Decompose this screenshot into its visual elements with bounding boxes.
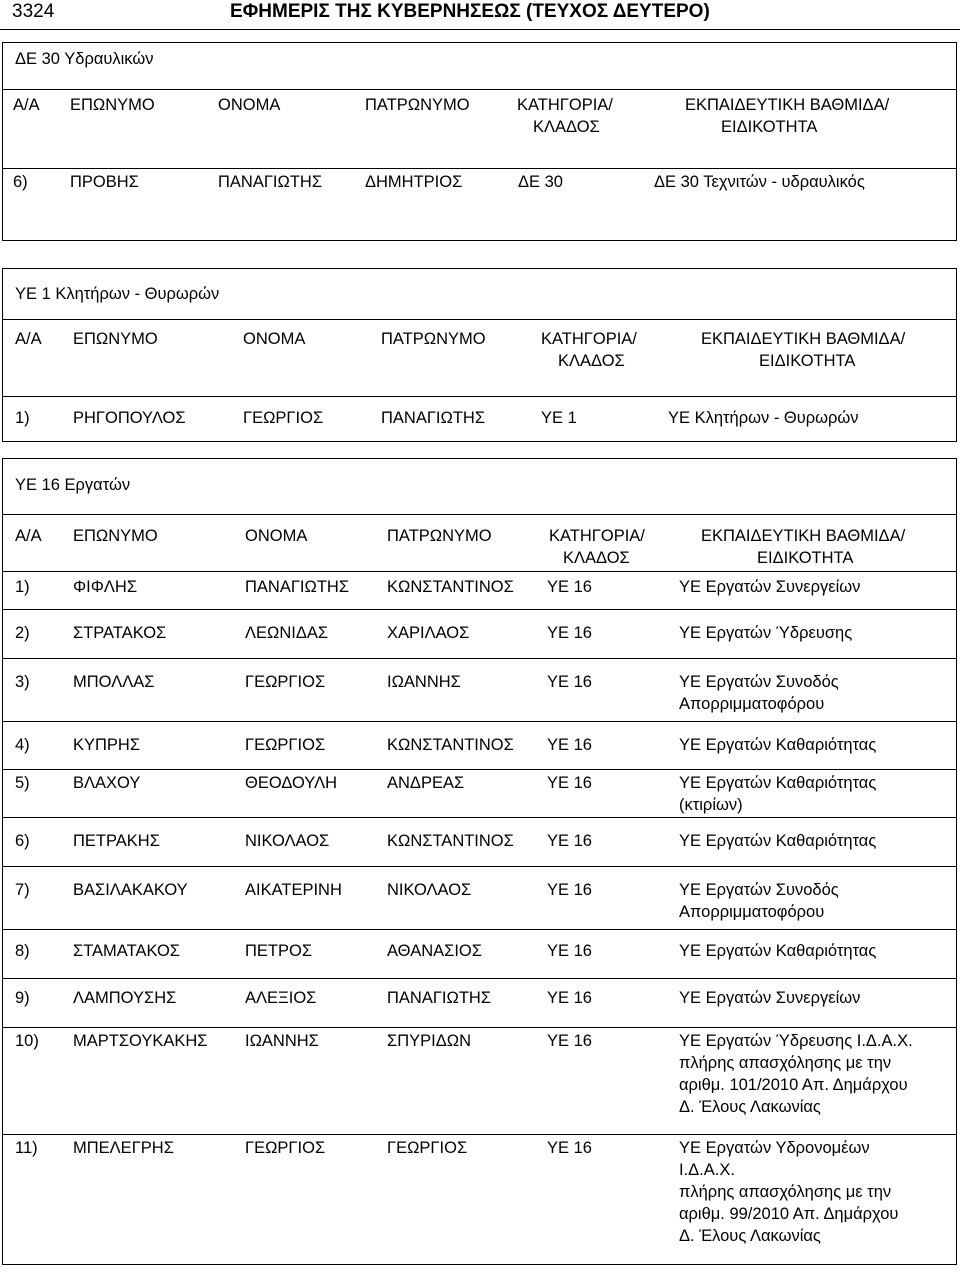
column-header-row	[3, 90, 957, 169]
row-category: ΥΕ 16	[547, 1032, 592, 1050]
ye16-rows	[3, 572, 957, 1265]
row-name: ΑΙΚΑΤΕΡΙΝΗ	[245, 881, 342, 899]
col-education: ΕΚΠΑΙΔΕΥΤΙΚΗ ΒΑΘΜΙΔΑ/	[701, 330, 906, 348]
row-father: ΣΠΥΡΙΔΩΝ	[387, 1032, 471, 1050]
col-category: ΚΑΤΗΓΟΡΙΑ/	[549, 527, 645, 545]
row-specialty-line: πλήρης απασχόλησης με την	[679, 1183, 892, 1201]
row-father: ΙΩΑΝΝΗΣ	[387, 673, 461, 691]
row-name: ΠΕΤΡΟΣ	[245, 942, 313, 960]
row-surname: ΚΥΠΡΗΣ	[73, 736, 141, 754]
row-category: ΥΕ 1	[541, 409, 577, 427]
row-category: ΥΕ 16	[547, 774, 592, 792]
row-father: ΚΩΝΣΤΑΝΤΙΝΟΣ	[387, 832, 514, 850]
row-specialty: ΥΕ Εργατών Καθαριότητας	[679, 774, 877, 792]
row-specialty: ΥΕ Εργατών Συνοδός	[679, 881, 839, 899]
row-father: ΚΩΝΣΤΑΝΤΙΝΟΣ	[387, 578, 514, 596]
row-specialty: ΥΕ Εργατών Συνοδός	[679, 673, 839, 691]
col-education-l2: ΕΙΔΙΚΟΤΗΤΑ	[759, 352, 856, 370]
row-surname: ΠΡΟΒΗΣ	[70, 173, 139, 191]
section-title: ΥΕ 1 Κλητήρων - Θυρωρών	[15, 285, 220, 303]
row-aa: 6)	[15, 832, 30, 850]
row-specialty: ΥΕ Εργατών Καθαριότητας	[679, 942, 877, 960]
section-title: ΔΕ 30 Υδραυλικών	[15, 50, 154, 68]
col-category-l2: ΚΛΑΔΟΣ	[563, 549, 630, 567]
row-aa: 2)	[15, 624, 30, 642]
col-education: ΕΚΠΑΙΔΕΥΤΙΚΗ ΒΑΘΜΙΔΑ/	[685, 96, 890, 114]
section-title: ΥΕ 16 Εργατών	[15, 476, 131, 494]
table-row	[3, 1135, 957, 1265]
section-de30-table	[2, 42, 957, 241]
col-father: ΠΑΤΡΩΝΥΜΟ	[387, 527, 492, 545]
row-name: ΘΕΟΔΟΥΛΗ	[245, 774, 338, 792]
row-aa: 5)	[15, 774, 30, 792]
row-specialty: ΥΕ Εργατών Ύδρευσης Ι.Δ.Α.Χ.	[679, 1032, 913, 1050]
row-specialty-line: αριθμ. 101/2010 Απ. Δημάρχου	[679, 1076, 908, 1094]
row-specialty: ΥΕ Εργατών Καθαριότητας	[679, 736, 877, 754]
row-father: ΓΕΩΡΓΙΟΣ	[387, 1139, 468, 1157]
row-aa: 9)	[15, 989, 30, 1007]
row-specialty: ΥΕ Εργατών Συνεργείων	[679, 989, 861, 1007]
row-surname: ΡΗΓΟΠΟΥΛΟΣ	[73, 409, 186, 427]
row-aa: 3)	[15, 673, 30, 691]
section-ye16-table	[2, 458, 957, 1265]
table-row	[3, 169, 957, 241]
row-specialty: ΥΕ Κλητήρων - Θυρωρών	[668, 409, 859, 427]
row-surname: ΜΑΡΤΣΟΥΚΑΚΗΣ	[73, 1032, 208, 1050]
table-row	[3, 722, 957, 770]
row-specialty-line: (κτιρίων)	[679, 796, 743, 814]
row-father: ΠΑΝΑΓΙΩΤΗΣ	[381, 409, 486, 427]
col-education-l2: ΕΙΔΙΚΟΤΗΤΑ	[757, 549, 854, 567]
col-father: ΠΑΤΡΩΝΥΜΟ	[365, 96, 470, 114]
row-category: ΥΕ 16	[547, 881, 592, 899]
row-category: ΥΕ 16	[547, 832, 592, 850]
table-row	[3, 818, 957, 867]
row-specialty-line: Δ. Έλους Λακωνίας	[679, 1098, 821, 1116]
row-specialty-line: Απορριμματοφόρου	[679, 903, 825, 921]
row-surname: ΠΕΤΡΑΚΗΣ	[73, 832, 160, 850]
row-name: ΙΩΑΝΝΗΣ	[245, 1032, 319, 1050]
table-row	[3, 610, 957, 659]
row-name: ΓΕΩΡΓΙΟΣ	[245, 673, 326, 691]
table-row	[3, 1028, 957, 1135]
row-category: ΥΕ 16	[547, 736, 592, 754]
row-surname: ΣΤΑΜΑΤΑΚΟΣ	[73, 942, 180, 960]
col-aa: Α/Α	[13, 96, 40, 114]
row-aa: 6)	[13, 173, 28, 191]
row-surname: ΜΠΟΛΛΑΣ	[73, 673, 155, 691]
row-father: ΔΗΜΗΤΡΙΟΣ	[365, 173, 463, 191]
header-rule	[0, 29, 960, 30]
table-row	[3, 770, 957, 818]
col-name: ΟΝΟΜΑ	[218, 96, 281, 114]
col-education-l2: ΕΙΔΙΚΟΤΗΤΑ	[721, 118, 818, 136]
row-aa: 8)	[15, 942, 30, 960]
row-specialty-line: Ι.Δ.Α.Χ.	[679, 1161, 735, 1179]
row-surname: ΦΙΦΛΗΣ	[73, 578, 138, 596]
row-name: ΛΕΩΝΙΔΑΣ	[245, 624, 329, 642]
row-category: ΥΕ 16	[547, 578, 592, 596]
row-specialty: ΔΕ 30 Τεχνιτών - υδραυλικός	[654, 173, 865, 191]
row-specialty: ΥΕ Εργατών Συνεργείων	[679, 578, 861, 596]
row-father: ΑΘΑΝΑΣΙΟΣ	[387, 942, 482, 960]
row-aa: 1)	[15, 578, 30, 596]
col-name: ΟΝΟΜΑ	[243, 330, 306, 348]
table-row	[3, 572, 957, 610]
col-surname: ΕΠΩΝΥΜΟ	[70, 96, 155, 114]
row-specialty: ΥΕ Εργατών Καθαριότητας	[679, 832, 877, 850]
row-father: ΠΑΝΑΓΙΩΤΗΣ	[387, 989, 492, 1007]
gazette-title: ΕΦΗΜΕΡΙΣ ΤΗΣ ΚΥΒΕΡΝΗΣΕΩΣ (ΤΕΥΧΟΣ ΔΕΥΤΕΡΟ)	[230, 1, 710, 22]
row-specialty: ΥΕ Εργατών Υδρονομέων	[679, 1139, 870, 1157]
row-specialty-line: Δ. Έλους Λακωνίας	[679, 1227, 821, 1245]
col-aa: Α/Α	[15, 330, 42, 348]
table-row	[3, 397, 957, 442]
section-de30-title-row	[3, 43, 957, 90]
table-row	[3, 979, 957, 1028]
row-category: ΥΕ 16	[547, 1139, 592, 1157]
page-number: 3324	[12, 1, 55, 22]
col-father: ΠΑΤΡΩΝΥΜΟ	[381, 330, 486, 348]
col-category: ΚΑΤΗΓΟΡΙΑ/	[517, 96, 613, 114]
col-category-l2: ΚΛΑΔΟΣ	[533, 118, 600, 136]
row-father: ΑΝΔΡΕΑΣ	[387, 774, 465, 792]
row-specialty-line: αριθμ. 99/2010 Απ. Δημάρχου	[679, 1205, 899, 1223]
row-category: ΥΕ 16	[547, 989, 592, 1007]
row-father: ΚΩΝΣΤΑΝΤΙΝΟΣ	[387, 736, 514, 754]
row-specialty-line: πλήρης απασχόλησης με την	[679, 1054, 892, 1072]
col-surname: ΕΠΩΝΥΜΟ	[73, 330, 158, 348]
row-surname: ΜΠΕΛΕΓΡΗΣ	[73, 1139, 174, 1157]
row-category: ΥΕ 16	[547, 673, 592, 691]
row-specialty-line: Απορριμματοφόρου	[679, 695, 825, 713]
row-surname: ΣΤΡΑΤΑΚΟΣ	[73, 624, 167, 642]
table-row	[3, 659, 957, 722]
column-header-row	[3, 515, 957, 572]
column-header-row	[3, 320, 957, 397]
row-name: ΑΛΕΞΙΟΣ	[245, 989, 317, 1007]
table-row	[3, 930, 957, 979]
section-ye16-title-row	[3, 459, 957, 515]
row-category: ΥΕ 16	[547, 942, 592, 960]
section-ye1-table	[2, 268, 957, 442]
row-category: ΔΕ 30	[518, 173, 563, 191]
row-specialty: ΥΕ Εργατών Ύδρευσης	[679, 624, 853, 642]
row-surname: ΒΑΣΙΛΑΚΑΚΟΥ	[73, 881, 188, 899]
row-name: ΓΕΩΡΓΙΟΣ	[245, 1139, 326, 1157]
row-name: ΝΙΚΟΛΑΟΣ	[245, 832, 330, 850]
row-father: ΧΑΡΙΛΑΟΣ	[387, 624, 470, 642]
col-education: ΕΚΠΑΙΔΕΥΤΙΚΗ ΒΑΘΜΙΔΑ/	[701, 527, 906, 545]
row-category: ΥΕ 16	[547, 624, 592, 642]
page-header	[0, 0, 960, 28]
col-surname: ΕΠΩΝΥΜΟ	[73, 527, 158, 545]
row-surname: ΒΛΑΧΟΥ	[73, 774, 141, 792]
row-father: ΝΙΚΟΛΑΟΣ	[387, 881, 472, 899]
section-ye1-title-row	[3, 269, 957, 320]
table-row	[3, 867, 957, 930]
col-aa: Α/Α	[15, 527, 42, 545]
row-aa: 7)	[15, 881, 30, 899]
row-aa: 11)	[15, 1139, 38, 1157]
row-aa: 10)	[15, 1032, 39, 1050]
row-name: ΠΑΝΑΓΙΩΤΗΣ	[245, 578, 350, 596]
row-aa: 1)	[15, 409, 30, 427]
row-name: ΠΑΝΑΓΙΩΤΗΣ	[218, 173, 323, 191]
col-category-l2: ΚΛΑΔΟΣ	[558, 352, 625, 370]
row-aa: 4)	[15, 736, 30, 754]
row-name: ΓΕΩΡΓΙΟΣ	[243, 409, 324, 427]
col-category: ΚΑΤΗΓΟΡΙΑ/	[541, 330, 637, 348]
row-name: ΓΕΩΡΓΙΟΣ	[245, 736, 326, 754]
col-name: ΟΝΟΜΑ	[245, 527, 308, 545]
row-surname: ΛΑΜΠΟΥΣΗΣ	[73, 989, 177, 1007]
